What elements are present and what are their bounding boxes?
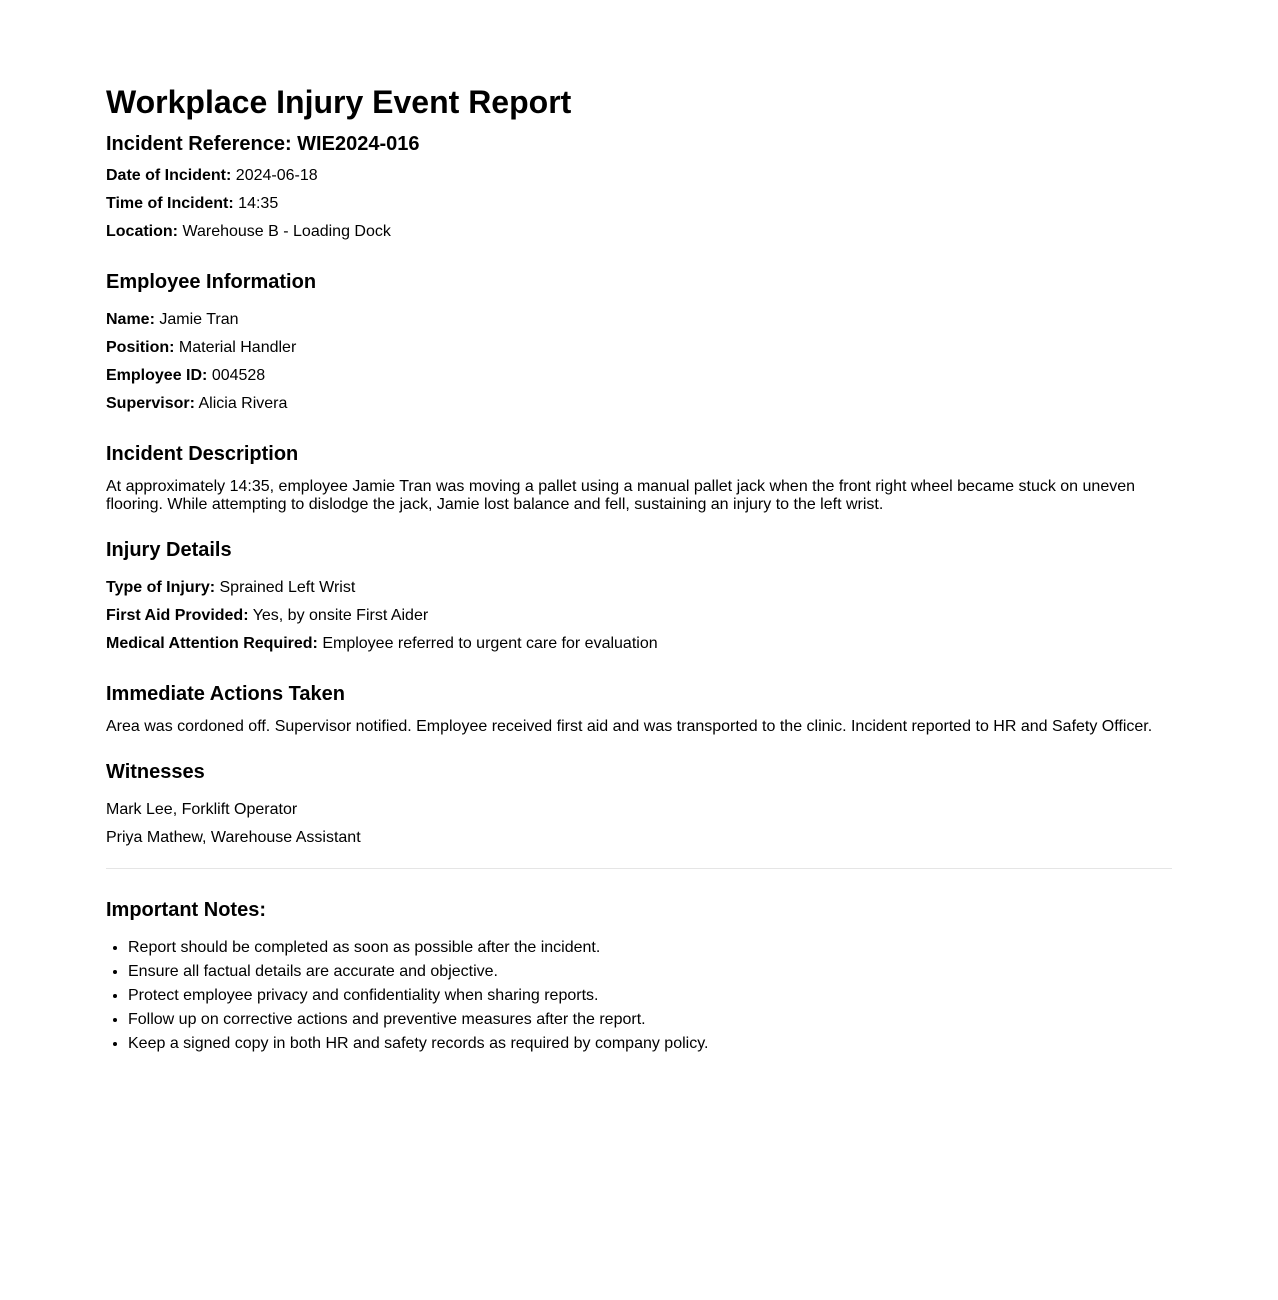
time-of-incident bbox=[106, 190, 1172, 218]
employee-section bbox=[106, 270, 1172, 418]
location bbox=[106, 218, 1172, 246]
actions-text: Area was cordoned off. Supervisor notified. Employee received first aid and was transported to the clinic. Incident reported to HR and Safety Officer. bbox=[106, 718, 1153, 735]
list-item: • Keep a signed copy in both HR and safety records as required by company policy. bbox=[128, 1032, 1172, 1056]
actions-heading: Immediate Actions Taken bbox=[106, 683, 345, 705]
field-value: 004528 bbox=[211, 367, 266, 384]
list-item: • Report should be completed as soon as possible after the incident. bbox=[128, 936, 1172, 960]
field-value: Warehouse B - Loading Dock bbox=[182, 223, 391, 240]
witnesses-section bbox=[106, 760, 1172, 852]
notes-list bbox=[106, 936, 1172, 1056]
field-label: Medical Attention Required: bbox=[106, 635, 318, 652]
field-value: Yes, by onsite First Aider bbox=[252, 607, 429, 624]
page-title: Workplace Injury Event Report bbox=[106, 84, 572, 120]
employee-id bbox=[106, 362, 1172, 390]
field-value: Employee referred to urgent care for evaluation bbox=[322, 635, 658, 652]
employee-heading: Employee Information bbox=[106, 271, 317, 293]
injury-heading: Injury Details bbox=[106, 539, 232, 561]
notes-section bbox=[106, 898, 1172, 1056]
medical-attention bbox=[106, 630, 1172, 658]
incident-reference-value: WIE2024-016 bbox=[297, 133, 420, 155]
field-label: Employee ID: bbox=[106, 367, 208, 384]
field-value: Jamie Tran bbox=[159, 311, 239, 328]
field-value: Sprained Left Wrist bbox=[219, 579, 356, 596]
witness-item: Priya Mathew, Warehouse Assistant bbox=[106, 829, 361, 846]
description-heading: Incident Description bbox=[106, 443, 299, 465]
incident-reference bbox=[106, 132, 1172, 156]
list-item: • Ensure all factual details are accurate and objective. bbox=[128, 960, 1172, 984]
employee-supervisor bbox=[106, 390, 1172, 418]
description-section bbox=[106, 442, 1172, 514]
section-divider bbox=[106, 868, 1172, 869]
employee-position bbox=[106, 334, 1172, 362]
date-of-incident bbox=[106, 162, 1172, 190]
employee-name bbox=[106, 306, 1172, 334]
first-aid-provided bbox=[106, 602, 1172, 630]
field-label: Supervisor: bbox=[106, 395, 195, 412]
witnesses-heading: Witnesses bbox=[106, 761, 205, 783]
field-label: Name: bbox=[106, 311, 155, 328]
description-text: At approximately 14:35, employee Jamie Tran was moving a pallet using a manual pallet jack when the front right wheel became stuck on uneven flooring. While attempting to dislodge the jack, Jamie lost balance and fell, sustaining an injury to the left wrist. bbox=[106, 478, 1136, 513]
incident-reference-label: Incident Reference: bbox=[106, 133, 292, 155]
injury-type bbox=[106, 574, 1172, 602]
incident-fields bbox=[106, 162, 1172, 246]
field-label: Date of Incident: bbox=[106, 167, 232, 184]
injury-section bbox=[106, 538, 1172, 658]
field-value: Alicia Rivera bbox=[198, 395, 288, 412]
list-item: • Follow up on corrective actions and preventive measures after the report. bbox=[128, 1008, 1172, 1032]
field-label: Position: bbox=[106, 339, 175, 356]
field-label: Time of Incident: bbox=[106, 195, 234, 212]
field-label: Type of Injury: bbox=[106, 579, 216, 596]
field-value: Material Handler bbox=[178, 339, 297, 356]
notes-heading: Important Notes: bbox=[106, 899, 266, 921]
field-label: First Aid Provided: bbox=[106, 607, 249, 624]
field-value: 2024-06-18 bbox=[235, 167, 318, 184]
field-label: Location: bbox=[106, 223, 178, 240]
list-item: • Protect employee privacy and confidentiality when sharing reports. bbox=[128, 984, 1172, 1008]
field-value: 14:35 bbox=[238, 195, 279, 212]
witness-item: Mark Lee, Forklift Operator bbox=[106, 801, 298, 818]
actions-section bbox=[106, 682, 1172, 736]
